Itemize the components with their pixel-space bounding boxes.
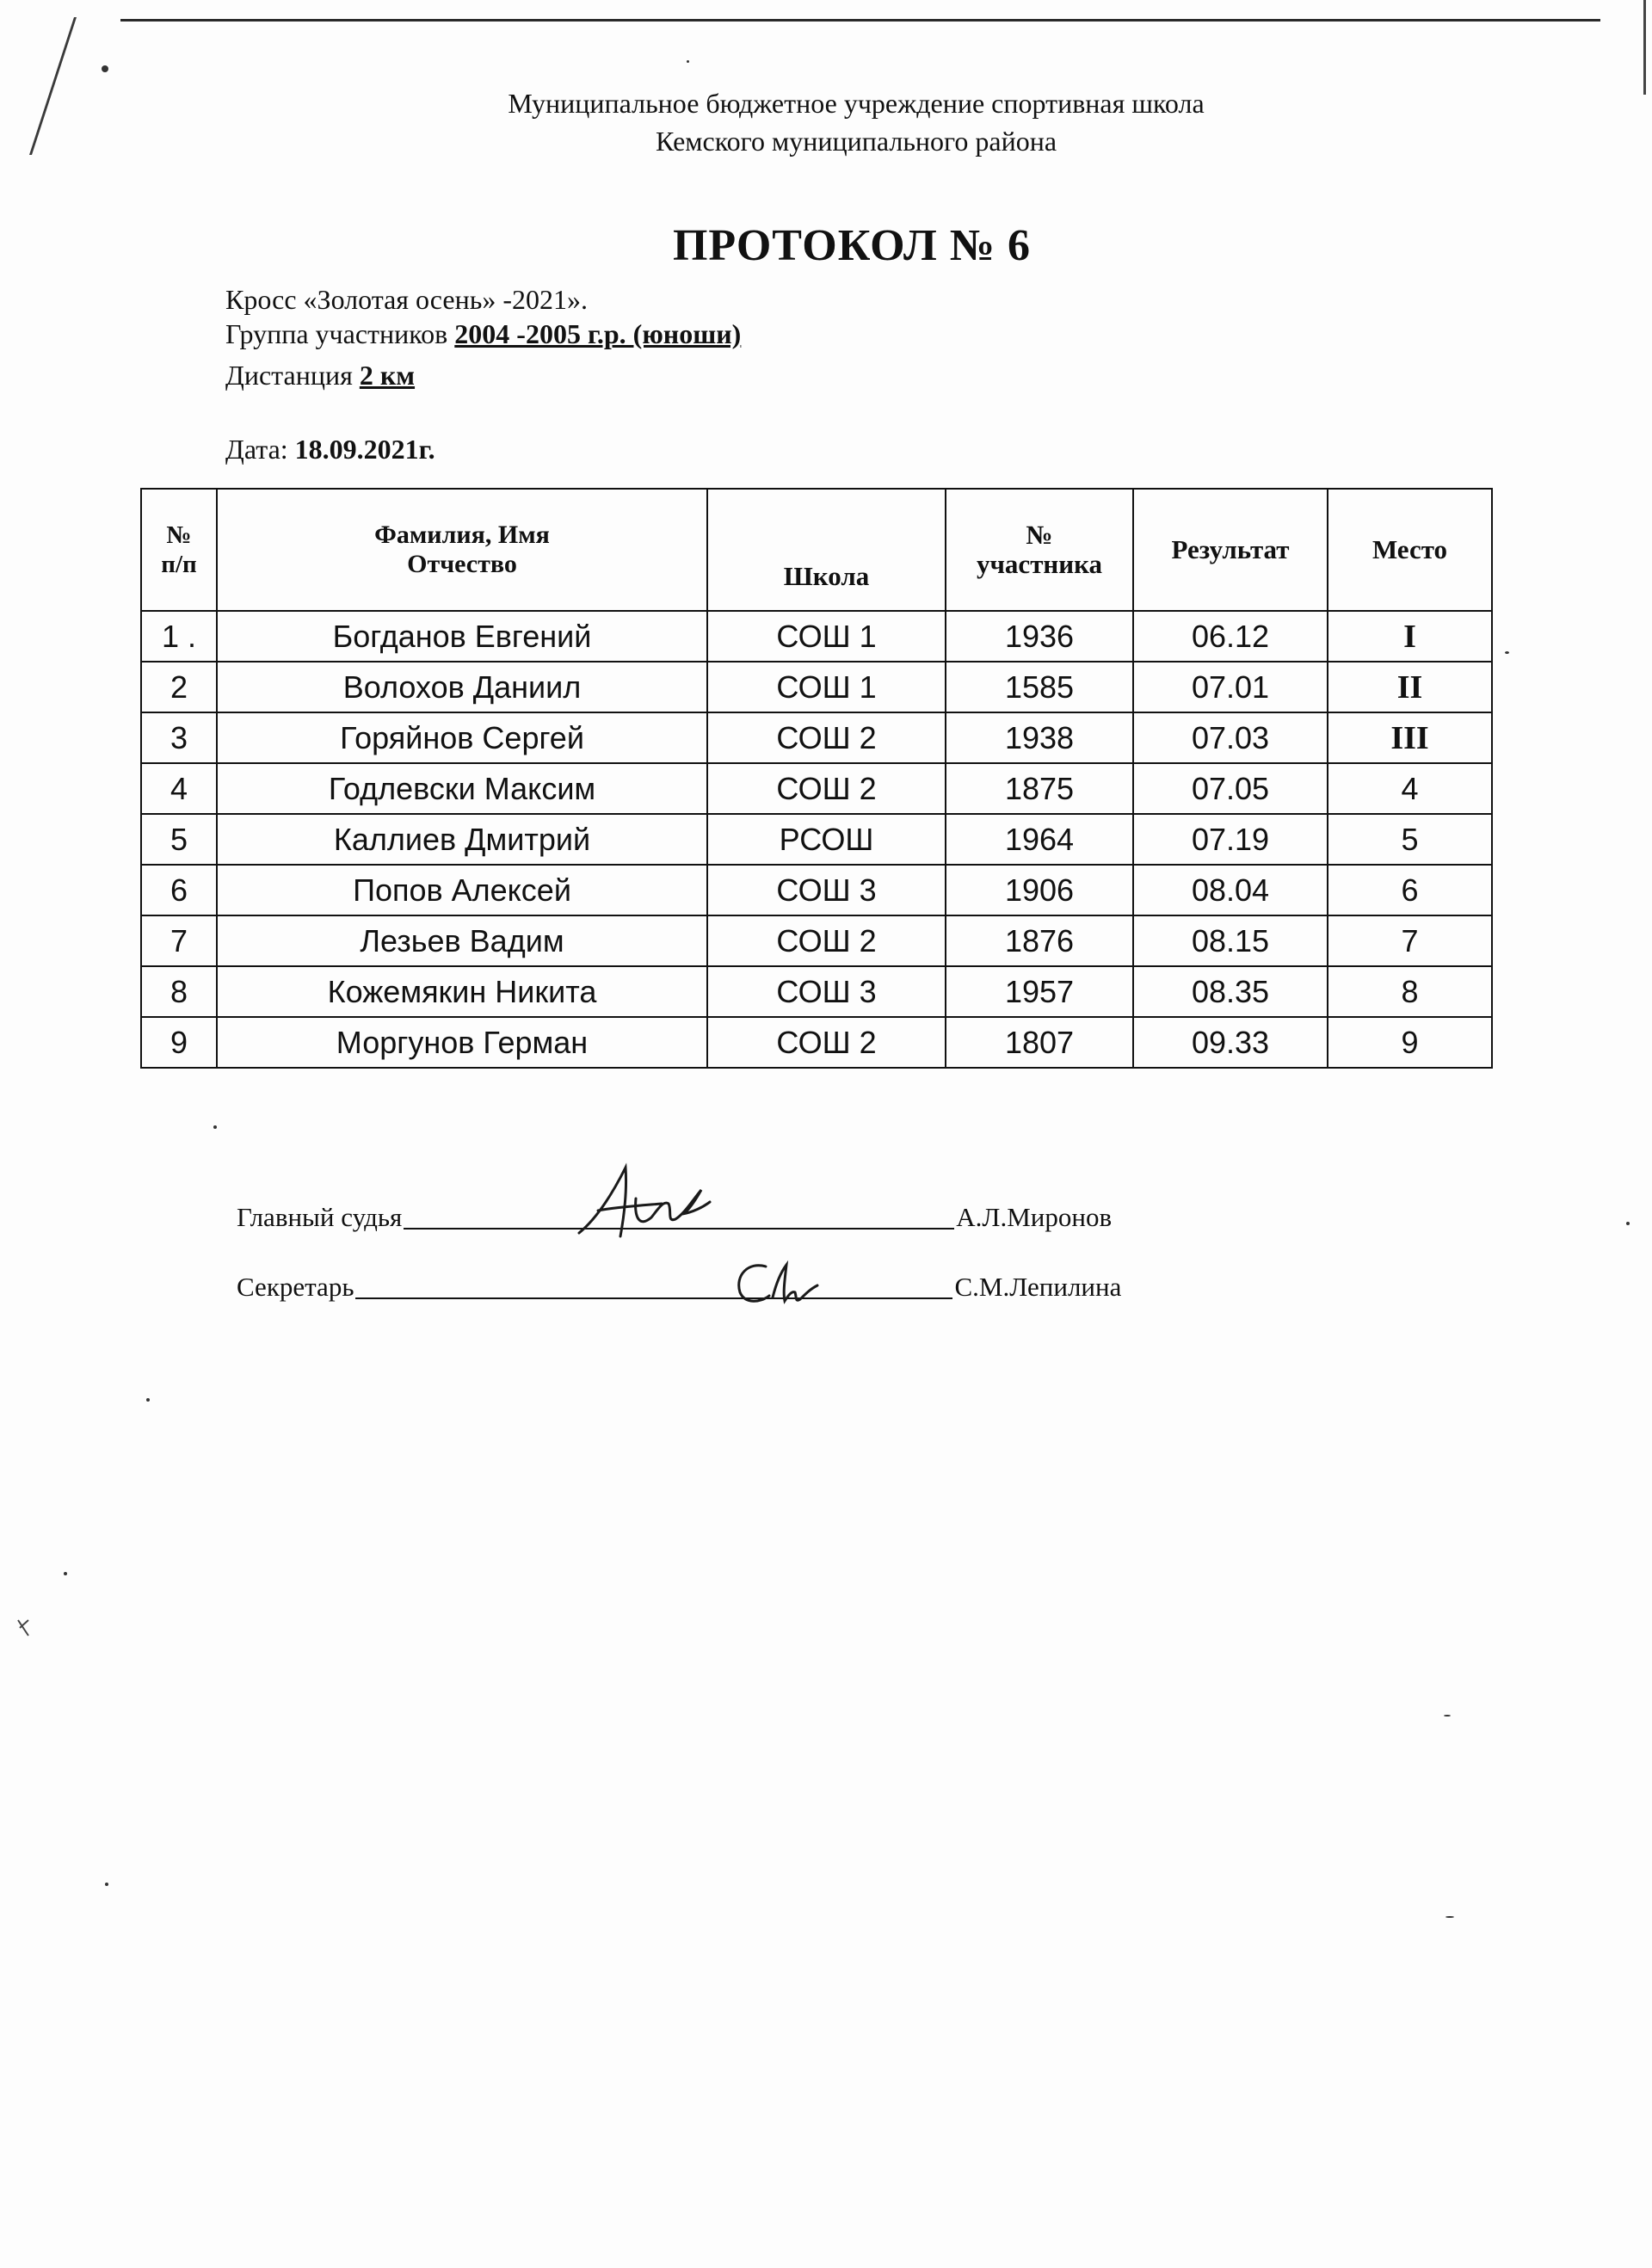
table-row	[141, 712, 1492, 763]
col-header-school-label: Школа	[783, 561, 870, 591]
place-cell: 8	[1328, 966, 1492, 1017]
institution-name-line2: Кемского муниципального района	[655, 126, 1057, 157]
school-cell: СОШ 1	[707, 662, 946, 712]
row-number-cell: 9	[141, 1017, 217, 1068]
institution-header	[0, 84, 1652, 160]
col-header-name	[217, 489, 707, 611]
results-table	[140, 488, 1493, 1069]
table-header-row	[141, 489, 1492, 611]
participant-name-cell: Годлевски Максим	[217, 763, 707, 814]
row-number-cell: 3	[141, 712, 217, 763]
scan-speck	[64, 1572, 67, 1575]
row-number-cell: 1 .	[141, 611, 217, 662]
participant-id-cell: 1964	[946, 814, 1133, 865]
result-cell: 06.12	[1133, 611, 1328, 662]
table-row	[141, 865, 1492, 915]
table-row	[141, 814, 1492, 865]
participant-name-cell: Попов Алексей	[217, 865, 707, 915]
place-cell: 4	[1328, 763, 1492, 814]
judge-signature-row	[237, 1202, 1112, 1233]
judge-label: Главный судья	[237, 1202, 403, 1232]
col-header-participant-id	[946, 489, 1133, 611]
scan-edge	[1643, 0, 1646, 95]
institution-name-line1: Муниципальное бюджетное учреждение спортивная школа	[508, 88, 1205, 119]
secretary-signature-row	[237, 1272, 1121, 1303]
row-number-cell: 5	[141, 814, 217, 865]
participant-name-cell: Богданов Евгений	[217, 611, 707, 662]
place-cell: III	[1328, 712, 1492, 763]
col-header-name-line1: Фамилия, Имя	[374, 521, 550, 549]
scan-speck	[1505, 651, 1509, 654]
judge-signature-line	[404, 1202, 954, 1230]
date-value: 18.09.2021г.	[294, 434, 435, 465]
protocol-title: ПРОТОКОЛ № 6	[672, 221, 1032, 270]
place-cell: I	[1328, 611, 1492, 662]
result-cell: 08.04	[1133, 865, 1328, 915]
scan-speck	[146, 1398, 150, 1402]
row-number-cell: 2	[141, 662, 217, 712]
secretary-name: С.М.Лепилина	[954, 1272, 1122, 1302]
participant-id-cell: 1936	[946, 611, 1133, 662]
results-body	[141, 611, 1492, 1068]
distance-label: Дистанция	[225, 360, 353, 391]
participant-id-cell: 1906	[946, 865, 1133, 915]
school-cell: РСОШ	[707, 814, 946, 865]
col-header-place-label: Место	[1372, 534, 1448, 564]
result-cell: 07.03	[1133, 712, 1328, 763]
col-header-result-label: Результат	[1171, 534, 1290, 564]
school-cell: СОШ 2	[707, 712, 946, 763]
group-label: Группа участников	[225, 318, 448, 349]
participant-name-cell: Волохов Даниил	[217, 662, 707, 712]
result-cell: 07.05	[1133, 763, 1328, 814]
participant-id-cell: 1807	[946, 1017, 1133, 1068]
participant-id-cell: 1957	[946, 966, 1133, 1017]
col-header-num-line2: п/п	[161, 551, 197, 578]
place-cell: 6	[1328, 865, 1492, 915]
col-header-num-line1: №	[166, 521, 192, 549]
school-cell: СОШ 3	[707, 966, 946, 1017]
date-label: Дата:	[225, 434, 288, 465]
col-header-id-line1: №	[1026, 520, 1053, 550]
participant-id-cell: 1875	[946, 763, 1133, 814]
col-header-num	[141, 489, 217, 611]
result-cell: 08.15	[1133, 915, 1328, 966]
col-header-result	[1133, 489, 1328, 611]
result-cell: 09.33	[1133, 1017, 1328, 1068]
scan-speck	[1444, 1715, 1451, 1716]
participant-name-cell: Лезьев Вадим	[217, 915, 707, 966]
result-cell: 07.01	[1133, 662, 1328, 712]
result-cell: 08.35	[1133, 966, 1328, 1017]
participant-id-cell: 1585	[946, 662, 1133, 712]
place-cell: 9	[1328, 1017, 1492, 1068]
school-cell: СОШ 2	[707, 915, 946, 966]
group-value: 2004 -2005 г.р. (юноши)	[454, 318, 742, 349]
col-header-id-line2: участника	[976, 549, 1103, 579]
col-header-school	[707, 489, 946, 611]
col-header-place	[1328, 489, 1492, 611]
col-header-name-line2: Отчество	[407, 550, 517, 578]
table-row	[141, 915, 1492, 966]
row-number-cell: 4	[141, 763, 217, 814]
school-cell: СОШ 3	[707, 865, 946, 915]
place-cell: II	[1328, 662, 1492, 712]
scan-mark	[15, 1618, 33, 1638]
row-number-cell: 8	[141, 966, 217, 1017]
secretary-signature-line	[355, 1272, 952, 1299]
judge-name: А.Л.Миронов	[956, 1202, 1113, 1232]
scan-speck	[1626, 1222, 1630, 1225]
place-cell: 5	[1328, 814, 1492, 865]
scan-speck	[105, 1883, 108, 1886]
participant-name-cell: Каллиев Дмитрий	[217, 814, 707, 865]
school-cell: СОШ 1	[707, 611, 946, 662]
result-cell: 07.19	[1133, 814, 1328, 865]
participant-id-cell: 1876	[946, 915, 1133, 966]
participant-name-cell: Моргунов Герман	[217, 1017, 707, 1068]
table-row	[141, 966, 1492, 1017]
table-row	[141, 1017, 1492, 1068]
table-row	[141, 763, 1492, 814]
scan-edge	[120, 19, 1600, 22]
scan-speck	[102, 65, 108, 72]
event-date	[225, 432, 435, 466]
distance-value: 2 км	[359, 360, 416, 391]
place-cell: 7	[1328, 915, 1492, 966]
scan-speck	[1446, 1916, 1454, 1918]
scan-speck	[213, 1125, 217, 1129]
participant-id-cell: 1938	[946, 712, 1133, 763]
participant-group	[225, 317, 741, 351]
school-cell: СОШ 2	[707, 763, 946, 814]
distance	[225, 358, 415, 392]
event-name: Кросс «Золотая осень» -2021».	[225, 284, 588, 315]
school-cell: СОШ 2	[707, 1017, 946, 1068]
row-number-cell: 6	[141, 865, 217, 915]
participant-name-cell: Кожемякин Никита	[217, 966, 707, 1017]
table-row	[141, 662, 1492, 712]
secretary-label: Секретарь	[237, 1272, 354, 1302]
table-row	[141, 611, 1492, 662]
row-number-cell: 7	[141, 915, 217, 966]
scan-speck	[687, 60, 689, 63]
participant-name-cell: Горяйнов Сергей	[217, 712, 707, 763]
